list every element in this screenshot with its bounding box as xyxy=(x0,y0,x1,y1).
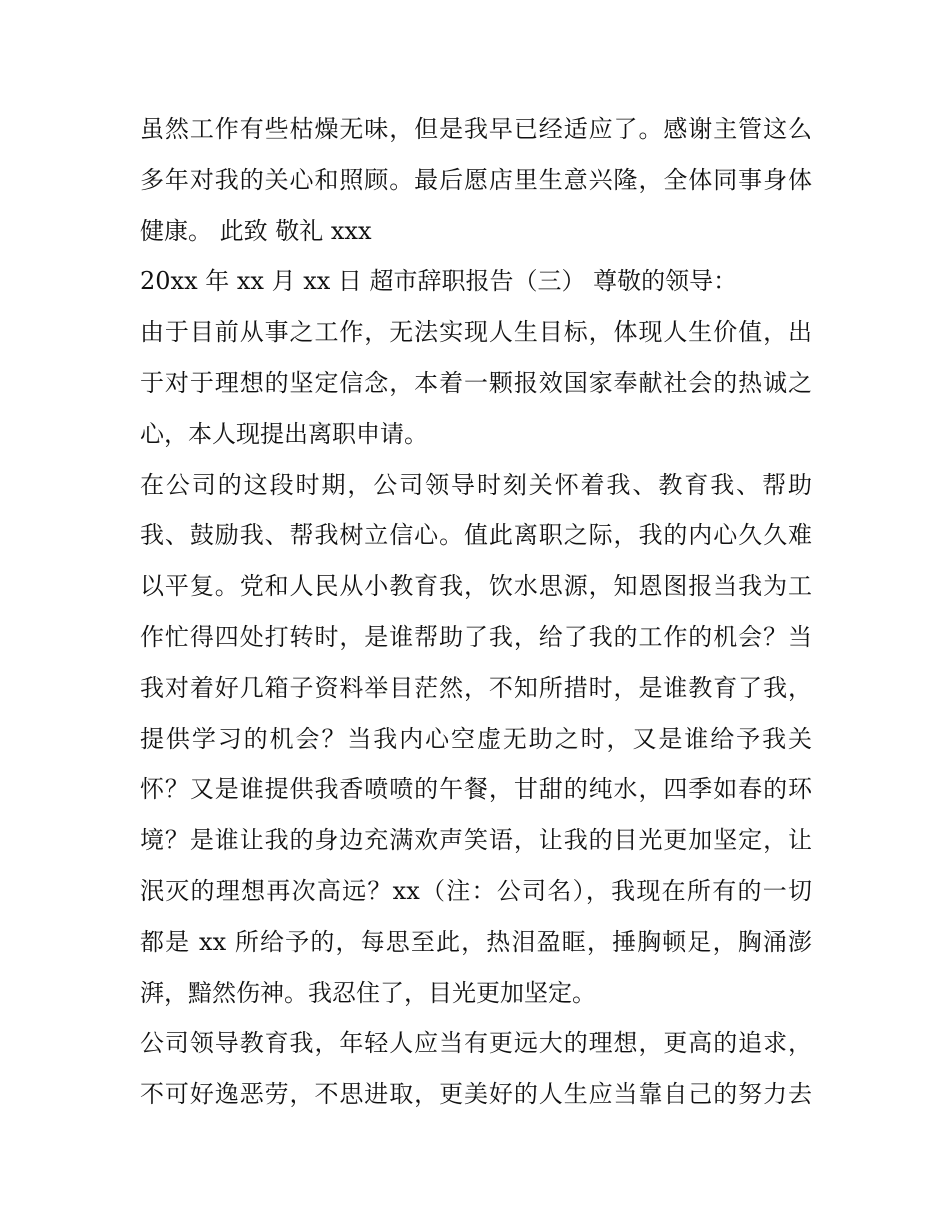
text-line: 我对着好几箱子资料举目茫然，不知所措时，是谁教育了我， xyxy=(140,673,812,702)
text-line: 在公司的这段时期，公司领导时刻关怀着我、教育我、帮助 xyxy=(140,470,812,499)
text-line: 多年对我的关心和照顾。最后愿店里生意兴隆，全体同事身体 xyxy=(140,165,812,194)
text-line: 公司领导教育我，年轻人应当有更远大的理想，更高的追求， xyxy=(140,1029,812,1058)
text-line: 以平复。党和人民从小教育我，饮水思源，知恩图报当我为工 xyxy=(140,572,812,601)
document-body xyxy=(140,104,812,1120)
text-line: 健康。 此致 敬礼 xxx xyxy=(140,216,372,245)
text-line: 境？是谁让我的身边充满欢声笑语，让我的目光更加坚定，让 xyxy=(140,826,812,855)
text-line: 提供学习的机会？当我内心空虚无助之时，又是谁给予我关 xyxy=(140,724,812,753)
text-line: 怀？又是谁提供我香喷喷的午餐，甘甜的纯水，四季如春的环 xyxy=(140,775,812,804)
text-line: 湃，黯然伤神。我忍住了，目光更加坚定。 xyxy=(140,978,596,1007)
text-line: 虽然工作有些枯燥无味，但是我早已经适应了。感谢主管这么 xyxy=(140,115,812,143)
text-line: 由于目前从事之工作，无法实现人生目标，体现人生价值，出 xyxy=(140,318,812,347)
text-line: 心，本人现提出离职申请。 xyxy=(140,419,428,448)
text-line: 泯灭的理想再次高远？xx（注：公司名），我现在所有的一切 xyxy=(140,876,812,905)
text-line: 于对于理想的坚定信念，本着一颗报效国家奉献社会的热诚之 xyxy=(140,368,812,397)
text-line: 都是 xx 所给予的，每思至此，热泪盈眶，捶胸顿足，胸涌澎 xyxy=(140,927,812,956)
text-line: 作忙得四处打转时，是谁帮助了我，给了我的工作的机会？当 xyxy=(140,622,812,651)
text-line: 不可好逸恶劳，不思进取，更美好的人生应当靠自己的努力去 xyxy=(140,1080,812,1109)
text-line: 20xx 年 xx 月 xx 日 超市辞职报告（三） 尊敬的领导： xyxy=(140,267,738,296)
text-line: 我、鼓励我、帮我树立信心。值此离职之际，我的内心久久难 xyxy=(140,521,812,550)
